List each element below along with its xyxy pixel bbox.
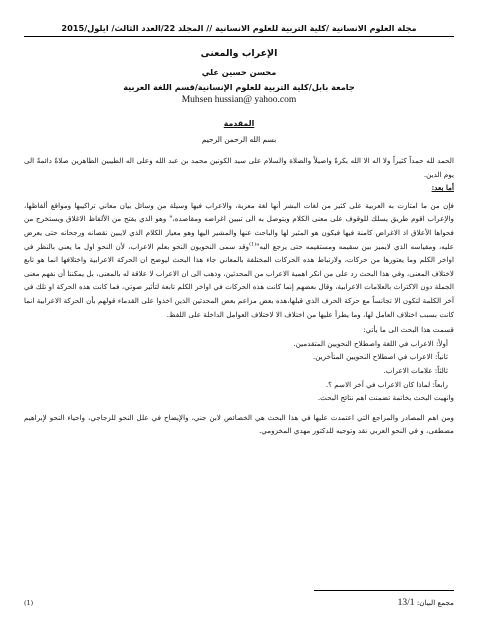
- main-paragraph-part-b: وقد سمى النحويون النحو بعلم الاعراب، لأن النحو اول ما يعني بالنظر في اواخر الكلم وما يعتورها من حركات، ولارتباط هذه الحركات المختلفة بالمعاني جاء هذا البحث ليوضح ان الحركة الاعرابية واختلافها انما هو تابع لاختلاف المعنى، وفي هذا البحث رد على من انكر اهمية الاعراب من المحدثين، وذهب الى ان الاعراب لا علاقة له بالمعنى، بل يمكننا أن نفهم معنى الجملة دون الاكتراث بالعلامات الاعرابية، وقال بعضهم إنما كانت هذه الحركات في اواخر الكلم تابعة لتأثير صوتي، فما كانت هذه الحركة او تلك في آخر الكلمة لتكون الا تجانساً مع حركة الحرف الذي قبلها،هذه بعض مزاعم بعض المحدثين الذين اخذوا على القدماء قولهم بأن الحركة الاعرابية انما كانت بسبب اختلاف العامل لها، وما يطرأ عليها من اختلاف الا لاختلاف العوامل الداخلة على اللفظ.: [24, 241, 454, 319]
- footnote-rule: [314, 590, 454, 591]
- journal-running-header: مجلة العلوم الانسانية /كلية التربية للعلوم الانسانية // المجلد 22/العدد الثالث/ ايلول/2015: [61, 23, 417, 33]
- main-paragraph: [24, 199, 454, 321]
- main-paragraph-part-a: فإن من ما امتازت به العربية على كثير من لغات البشر أنها لغة معربة، والاعراب فيها وسيلة من وسائل بيان معاني تراكيبها ومواقع ألفاظها، والإعراب اقوم طريق يسلك للوقوف على معنى الكلام ويتوصل به الى تبيين اغراضه ومقاصده،" وهو الذي يفتح من الألفاظ الاغلاق ويستخرج من فحواها الأعلاق اذ الاغراض كامنة فيها فيكون هو المثير لها والباحث عنها والمشير اليها وهو معيار الكلام الذي لايبين نقصانه ورجحانه حتى يعرض عليه، ومقياسه الذي لايميز بين سقيمه ومستقيمه حتى يرجع اليه": [24, 200, 454, 251]
- footnote-area: [24, 590, 454, 609]
- amma-bad-label: أما بعد:: [431, 183, 454, 193]
- introduction-heading: المقدمة: [223, 119, 255, 128]
- author-email: Muhsen hussian@ yahoo.com: [181, 95, 297, 105]
- author-affiliation: جامعة بابل/كلية التربية للعلوم الإنسانية/قسم اللغة العربية: [123, 82, 355, 92]
- footnote-text: [398, 597, 454, 609]
- footnote-source: مجمع البيان:: [416, 598, 454, 607]
- footnote-page-ref: 13/1: [397, 598, 415, 608]
- footnote: [24, 597, 454, 609]
- header-rule: [24, 36, 454, 37]
- article-body: [24, 154, 454, 438]
- division-label: قسمت هذا البحث الى ما يأتي:: [363, 325, 454, 335]
- section-list-item: رابعاً: لماذا كان الاعراب في آخر الاسم ؟.: [325, 379, 448, 389]
- section-list-item: أولاً: الاعراب في اللغة واصطلاح النحويين المتقدمين.: [293, 338, 448, 348]
- footnote-mark: (1): [24, 599, 34, 607]
- footnote-reference[interactable]: (1): [249, 241, 257, 248]
- section-list-item: ثالثاً: علامات الاعراب.: [383, 365, 448, 375]
- section-list-item: ثانياً: الاعراب في اصطلاح النحويين المتأخرين.: [312, 352, 448, 362]
- article-title: الإعراب والمعنى: [200, 48, 278, 59]
- article-author: محسن حسين علي: [201, 67, 277, 77]
- basmala: بسم الله الرحمن الرحيم: [201, 135, 277, 144]
- conclusion-line: وانهيت البحث بخاتمة تضمنت اهم نتائج البحث.: [317, 393, 454, 403]
- sources-paragraph: ومن اهم المصادر والمراجع التي اعتمدت عليها في هذا البحث هي الخصائص لابن جني، والإيضاح في علل النحو للزجاجي، واحياء النحو لإبراهيم مصطفى، و في النحو العربي نقد وتوجيه للدكتور مهدي المخزومي.: [24, 412, 454, 436]
- hamd-paragraph: الحمد لله حمداً كثيراً ولا اله الا الله بكرةً واصيلاً والصلاة والسلام على سيد الكونين محمد بن عبد الله وعلى اله الطيبين الطاهرين صلاةً دائمةً الى يوم الدين.: [24, 156, 454, 179]
